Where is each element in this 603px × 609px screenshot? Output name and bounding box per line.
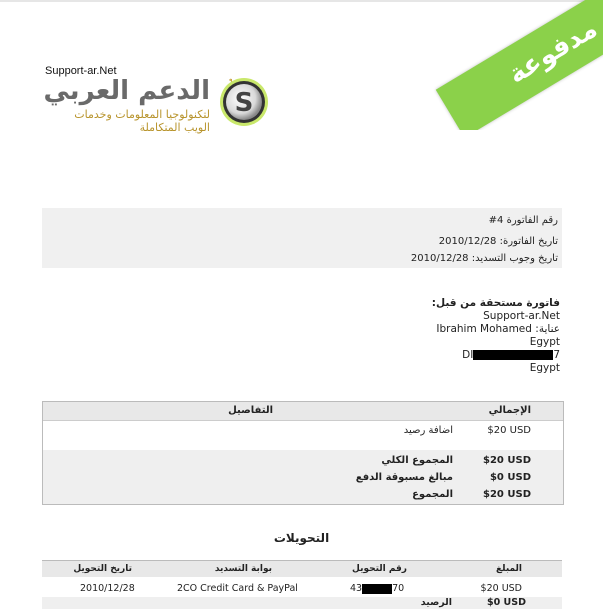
item-amount: $20 USD	[487, 425, 531, 436]
credit-label: مبالغ مسبوقة الدفع	[355, 472, 453, 483]
total-label: المجموع	[412, 489, 453, 500]
logo-subtitle-line2: الويب المتكاملة	[139, 121, 210, 134]
status-ribbon-container	[413, 0, 603, 130]
items-header	[43, 402, 563, 421]
redacted-address	[473, 350, 553, 360]
invoice-number: رقم الفاتورة 4#	[488, 215, 558, 226]
transaction-id: 43 70	[350, 583, 405, 594]
col-amount-header: المبلغ	[496, 564, 522, 574]
col-transaction-id-header: رقم التحويل	[352, 564, 407, 574]
invoice-items-table	[42, 401, 564, 505]
col-details-header: التفاصيل	[228, 405, 273, 416]
subtotal-label: المجموع الكلي	[381, 455, 453, 466]
invoice-due-date: تاريخ وجوب التسديد: 2010/12/28	[410, 253, 558, 264]
billed-to-block	[432, 297, 560, 375]
subtotal-value: $20 USD	[483, 455, 531, 466]
balance-value: $0 USD	[487, 597, 526, 608]
transaction-amount: $20 USD	[480, 583, 522, 594]
logo-subtitle-line1: لتكنولوجيا المعلومات وخدمات	[74, 108, 210, 121]
billed-country-2: Egypt	[529, 362, 560, 374]
billed-company: Support-ar.Net	[483, 310, 560, 322]
balance-label: الرصيد	[420, 597, 452, 608]
transaction-gateway: 2CO Credit Card & PayPal	[177, 583, 298, 594]
item-row	[43, 421, 563, 449]
company-logo	[43, 76, 270, 136]
logo-title: الدعم العربي	[43, 76, 210, 106]
billed-address: DI 7	[462, 349, 560, 361]
col-total-header: الإجمالي	[488, 405, 531, 416]
item-description: اضافة رصيد	[403, 425, 453, 436]
invoice-info	[42, 208, 562, 268]
transactions-title: التحويلات	[273, 531, 330, 545]
col-date-header: تاريخ التحويل	[73, 564, 132, 574]
totals-area	[43, 450, 563, 504]
total-value: $20 USD	[483, 489, 531, 500]
logo-s-icon	[218, 76, 270, 128]
billed-to-title: فاتورة مستحقة من قبل:	[431, 297, 560, 309]
transactions-table	[42, 560, 562, 607]
transaction-date: 2010/12/28	[80, 583, 135, 594]
logo-letter: S	[234, 88, 254, 118]
credit-value: $0 USD	[489, 472, 531, 483]
paid-status-ribbon: مدفوعة	[436, 0, 603, 130]
billed-attention: عناية: Ibrahim Mohamed	[436, 323, 560, 335]
balance-row	[42, 597, 562, 609]
site-name: Support-ar.Net	[45, 65, 117, 77]
billed-country-1: Egypt	[529, 336, 560, 348]
col-gateway-header: بوابة التسديد	[214, 564, 272, 574]
invoice-date: تاريخ الفاتورة: 2010/12/28	[438, 236, 558, 247]
redacted-transaction-id	[362, 584, 392, 594]
transactions-header	[42, 561, 562, 577]
transaction-row	[42, 579, 562, 597]
